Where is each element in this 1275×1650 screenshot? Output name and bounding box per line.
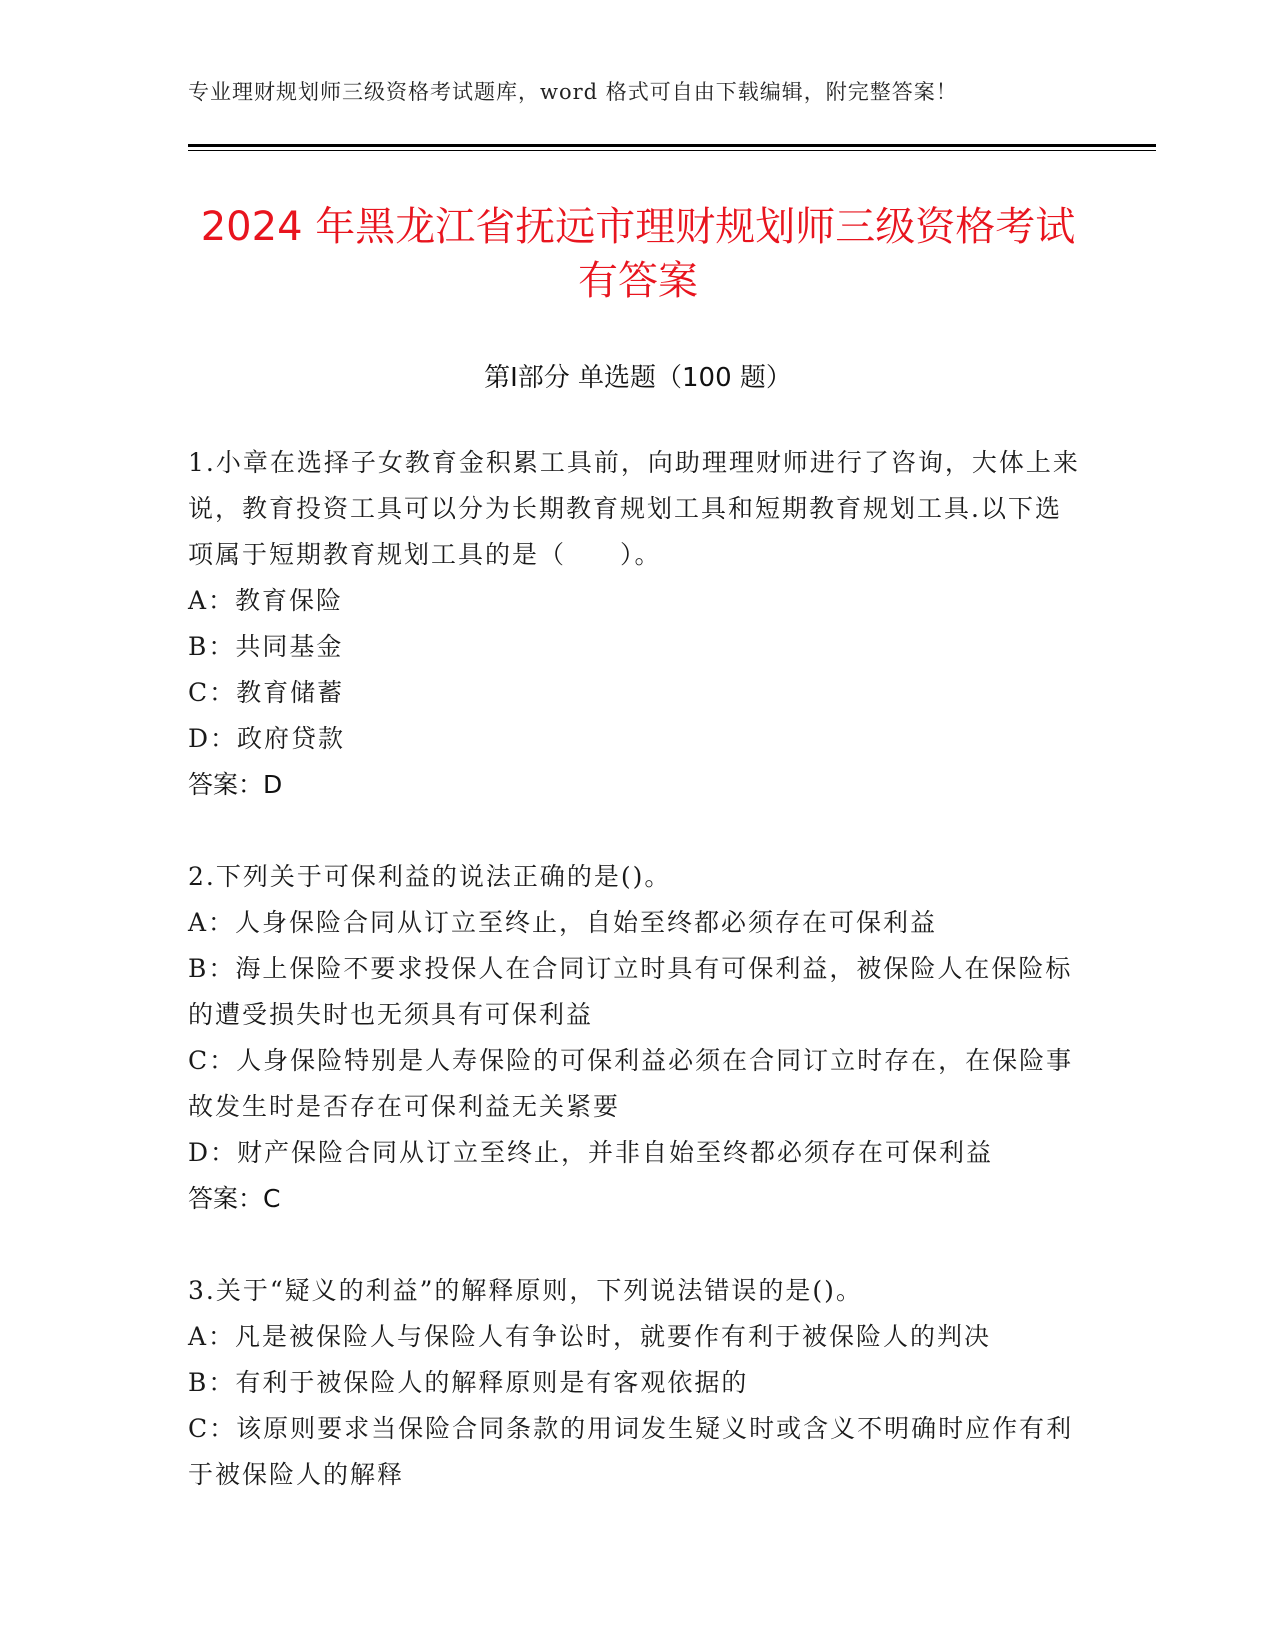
option-c: C：人身保险特别是人寿保险的可保利益必须在合同订立时存在，在保险事故发生时是否存在可保利益无关紧要 (188, 1046, 1074, 1121)
question-stem: 2.下列关于可保利益的说法正确的是()。 (188, 862, 672, 891)
header-note: 专业理财规划师三级资格考试题库，word 格式可自由下载编辑，附完整答案！ (188, 80, 958, 104)
header-rule-thin (188, 150, 1156, 151)
question-stem: 3.关于“疑义的利益”的解释原则，下列说法错误的是()。 (188, 1276, 863, 1305)
option-d: D：政府贷款 (188, 724, 346, 753)
option-d: D：财产保险合同从订立至终止，并非自始至终都必须存在可保利益 (188, 1138, 994, 1167)
question-2 (188, 854, 1088, 1222)
option-b: B：有利于被保险人的解释原则是有客观依据的 (188, 1368, 749, 1397)
option-a: A：人身保险合同从订立至终止，自始至终都必须存在可保利益 (188, 908, 938, 937)
question-list (188, 440, 1088, 1544)
option-b: B：共同基金 (188, 632, 344, 661)
option-c: C：教育储蓄 (188, 678, 345, 707)
option-c: C：该原则要求当保险合同条款的用词发生疑义时或含义不明确时应作有利于被保险人的解释 (188, 1414, 1074, 1489)
question-answer: 答案：C (188, 1184, 281, 1213)
document-title: 2024 年黑龙江省抚远市理财规划师三级资格考试有答案 (200, 204, 1076, 304)
header-rule-thick (188, 144, 1156, 147)
question-3 (188, 1268, 1088, 1498)
question-answer: 答案：D (188, 770, 283, 799)
section-title: 第Ⅰ部分 单选题（100 题） (484, 363, 792, 393)
question-stem: 1.小章在选择子女教育金积累工具前，向助理理财师进行了咨询，大体上来说，教育投资工具可以分为长期教育规划工具和短期教育规划工具.以下选项属于短期教育规划工具的是（ ）。 (188, 448, 1080, 569)
question-1 (188, 440, 1088, 808)
option-a: A：教育保险 (188, 586, 344, 615)
option-a: A：凡是被保险人与保险人有争讼时，就要作有利于被保险人的判决 (188, 1322, 992, 1351)
option-b: B：海上保险不要求投保人在合同订立时具有可保利益，被保险人在保险标的遭受损失时也无须具有可保利益 (188, 954, 1073, 1029)
